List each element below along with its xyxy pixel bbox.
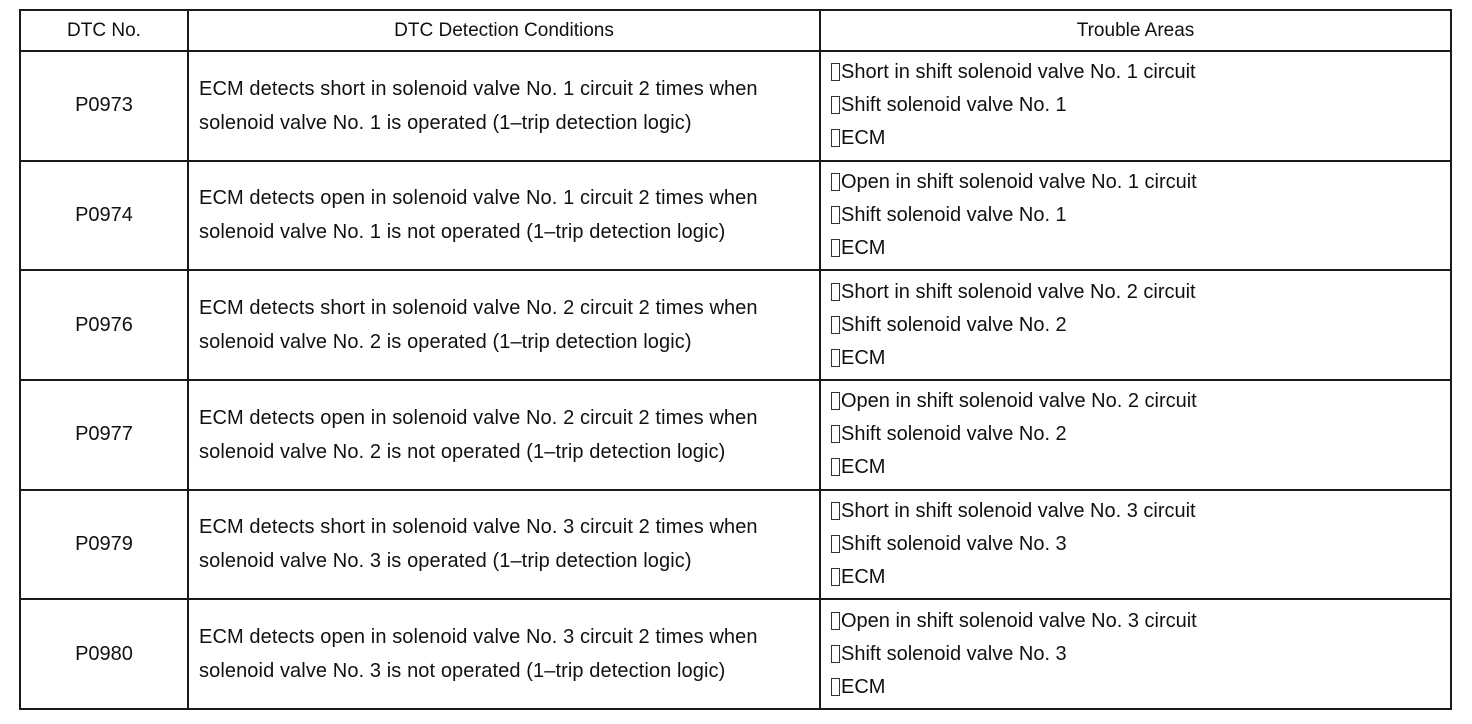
table-row bbox=[20, 270, 1451, 380]
bullet-box-icon bbox=[831, 392, 840, 410]
trouble-area-text: Open in shift solenoid valve No. 1 circuit bbox=[841, 170, 1197, 193]
bullet-box-icon bbox=[831, 568, 840, 586]
trouble-area-item bbox=[831, 89, 1450, 122]
table-row bbox=[20, 490, 1451, 600]
trouble-area-item bbox=[831, 528, 1450, 561]
bullet-box-icon bbox=[831, 316, 840, 334]
condition-line: ECM detects short in solenoid valve No. 3 circuit 2 times when bbox=[199, 516, 758, 539]
trouble-area-item bbox=[831, 122, 1450, 155]
detection-condition bbox=[188, 490, 820, 600]
trouble-area-text: Shift solenoid valve No. 1 bbox=[841, 94, 1067, 117]
detection-condition bbox=[188, 380, 820, 490]
header-row bbox=[20, 10, 1451, 51]
trouble-area-text: ECM bbox=[841, 236, 886, 259]
trouble-area-text: Open in shift solenoid valve No. 3 circuit bbox=[841, 609, 1197, 632]
condition-line: ECM detects short in solenoid valve No. 1 circuit 2 times when bbox=[199, 77, 758, 100]
bullet-box-icon bbox=[831, 612, 840, 630]
dtc-code: P0973 bbox=[20, 51, 188, 161]
trouble-areas bbox=[820, 51, 1451, 161]
bullet-box-icon bbox=[831, 502, 840, 520]
bullet-box-icon bbox=[831, 349, 840, 367]
trouble-area-text: ECM bbox=[841, 565, 886, 588]
bullet-box-icon bbox=[831, 63, 840, 81]
trouble-area-text: Short in shift solenoid valve No. 3 circuit bbox=[841, 499, 1196, 522]
trouble-area-item bbox=[831, 495, 1450, 528]
trouble-areas bbox=[820, 490, 1451, 600]
trouble-area-item bbox=[831, 199, 1450, 232]
condition-line: solenoid valve No. 2 is operated (1–trip detection logic) bbox=[199, 331, 692, 354]
condition-line: solenoid valve No. 2 is not operated (1–trip detection logic) bbox=[199, 440, 726, 463]
bullet-box-icon bbox=[831, 678, 840, 696]
trouble-area-item bbox=[831, 671, 1450, 704]
trouble-area-item bbox=[831, 56, 1450, 89]
trouble-area-text: Shift solenoid valve No. 3 bbox=[841, 642, 1067, 665]
dtc-code: P0979 bbox=[20, 490, 188, 600]
trouble-area-text: ECM bbox=[841, 127, 886, 150]
condition-line: ECM detects open in solenoid valve No. 1 circuit 2 times when bbox=[199, 187, 758, 210]
trouble-area-item bbox=[831, 232, 1450, 265]
trouble-area-item bbox=[831, 451, 1450, 484]
trouble-areas bbox=[820, 270, 1451, 380]
trouble-area-text: ECM bbox=[841, 456, 886, 479]
trouble-area-item bbox=[831, 166, 1450, 199]
trouble-area-text: Shift solenoid valve No. 1 bbox=[841, 203, 1067, 226]
detection-condition bbox=[188, 51, 820, 161]
bullet-box-icon bbox=[831, 425, 840, 443]
bullet-box-icon bbox=[831, 206, 840, 224]
trouble-area-text: ECM bbox=[841, 346, 886, 369]
table-header bbox=[20, 10, 1451, 51]
detection-condition bbox=[188, 599, 820, 709]
bullet-box-icon bbox=[831, 173, 840, 191]
table-body bbox=[20, 51, 1451, 709]
bullet-box-icon bbox=[831, 645, 840, 663]
trouble-area-text: Shift solenoid valve No. 2 bbox=[841, 423, 1067, 446]
table-row bbox=[20, 161, 1451, 271]
bullet-box-icon bbox=[831, 96, 840, 114]
trouble-areas bbox=[820, 161, 1451, 271]
condition-line: ECM detects open in solenoid valve No. 2 circuit 2 times when bbox=[199, 406, 758, 429]
trouble-area-item bbox=[831, 418, 1450, 451]
bullet-box-icon bbox=[831, 535, 840, 553]
trouble-areas bbox=[820, 599, 1451, 709]
trouble-area-item bbox=[831, 561, 1450, 594]
table-row bbox=[20, 599, 1451, 709]
condition-line: ECM detects open in solenoid valve No. 3 circuit 2 times when bbox=[199, 626, 758, 649]
trouble-area-item bbox=[831, 342, 1450, 375]
trouble-area-text: Shift solenoid valve No. 3 bbox=[841, 532, 1067, 555]
table-row bbox=[20, 51, 1451, 161]
trouble-areas bbox=[820, 380, 1451, 490]
trouble-area-item bbox=[831, 276, 1450, 309]
table-row bbox=[20, 380, 1451, 490]
header-detection-conditions: DTC Detection Conditions bbox=[188, 10, 820, 51]
trouble-area-text: Shift solenoid valve No. 2 bbox=[841, 313, 1067, 336]
bullet-box-icon bbox=[831, 239, 840, 257]
trouble-area-text: ECM bbox=[841, 675, 886, 698]
condition-line: solenoid valve No. 1 is not operated (1–trip detection logic) bbox=[199, 221, 726, 244]
trouble-area-text: Short in shift solenoid valve No. 1 circuit bbox=[841, 61, 1196, 84]
condition-line: solenoid valve No. 3 is not operated (1–trip detection logic) bbox=[199, 660, 726, 683]
dtc-code: P0976 bbox=[20, 270, 188, 380]
header-trouble-areas: Trouble Areas bbox=[820, 10, 1451, 51]
condition-line: solenoid valve No. 3 is operated (1–trip detection logic) bbox=[199, 550, 692, 573]
dtc-table bbox=[19, 9, 1452, 710]
trouble-area-text: Open in shift solenoid valve No. 2 circuit bbox=[841, 390, 1197, 413]
trouble-area-item bbox=[831, 638, 1450, 671]
bullet-box-icon bbox=[831, 283, 840, 301]
dtc-code: P0980 bbox=[20, 599, 188, 709]
detection-condition bbox=[188, 270, 820, 380]
trouble-area-item bbox=[831, 385, 1450, 418]
condition-line: solenoid valve No. 1 is operated (1–trip detection logic) bbox=[199, 111, 692, 134]
trouble-area-item bbox=[831, 309, 1450, 342]
trouble-area-item bbox=[831, 605, 1450, 638]
dtc-code: P0974 bbox=[20, 161, 188, 271]
header-dtc-no: DTC No. bbox=[20, 10, 188, 51]
detection-condition bbox=[188, 161, 820, 271]
condition-line: ECM detects short in solenoid valve No. 2 circuit 2 times when bbox=[199, 297, 758, 320]
bullet-box-icon bbox=[831, 129, 840, 147]
bullet-box-icon bbox=[831, 458, 840, 476]
dtc-code: P0977 bbox=[20, 380, 188, 490]
trouble-area-text: Short in shift solenoid valve No. 2 circuit bbox=[841, 280, 1196, 303]
